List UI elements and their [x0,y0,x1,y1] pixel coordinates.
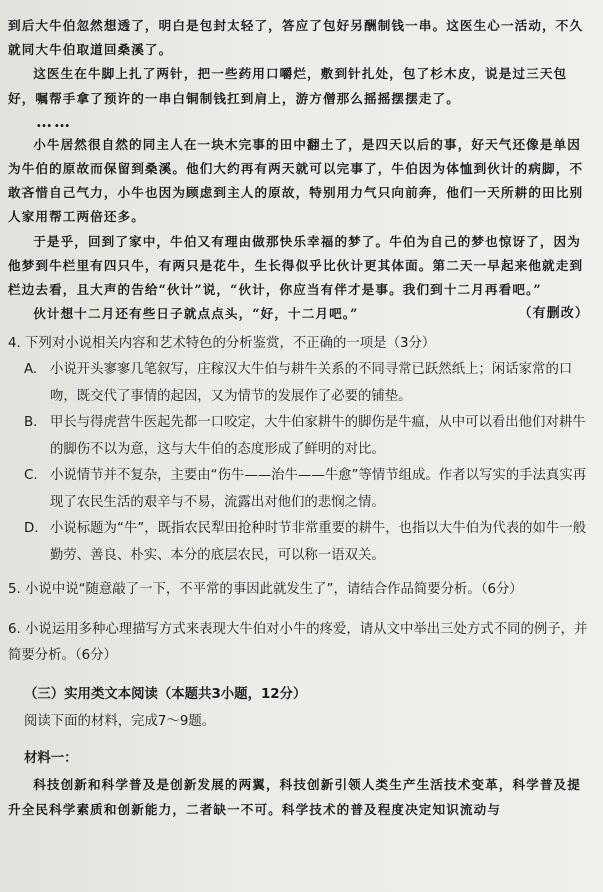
option-a-label: A. [24,362,38,378]
option-a-text: 小说开头寥寥几笔叙写，庄稼汉大牛伯与耕牛关系的不同寻常已跃然纸上；闲话家常的口吻，既交代了事情的起因，又为情节的发展作了必要的铺垫。 [50,362,573,404]
abridged-note: （有删改） [518,306,589,322]
option-b-text: 甲长与得虎营牛医起先都一口咬定，大牛伯家耕牛的脚伤是牛瘟，从中可以看出他们对耕牛的脚伤不以为意，这与大牛伯的态度形成了鲜明的对比。 [50,415,586,457]
ellipsis: …… [36,111,72,131]
question-4-option-a [24,357,589,410]
story-paragraph-3: 小牛居然很自然的同主人在一块木完事的田中翻土了，是四天以后的事，好天气还像是单因为牛伯的原故而保留到桑溪。他们大约再有两天就可以完事了，牛伯因为体恤到伙计的病脚，不敢吝惜自己气力，小牛也因为顾虑到主人的原故，特别用力气只向前奔，他们一天所耕的田比别人家用帮工两倍还多。 [8,136,584,225]
question-4-option-b [24,410,589,463]
material-1-label: 材料一： [24,751,78,767]
material-1-text: 科技创新和科学普及是创新发展的两翼，科技创新引领人类生产生活技术变革，科学普及提升全民科学素质和创新能力，二者缺一不可。科学技术的普及程度决定知识流动与 [8,777,581,817]
question-5: 5. 小说中说“随意敲了一下，不平常的事因此就发生了”，请结合作品简要分析。（6分） [8,582,523,598]
section-3-title: （三）实用类文本阅读（本题共3小题，12分） [24,687,307,703]
option-d-text: 小说标题为“牛”，既指农民犁田抢种时节非常重要的耕牛，也指以大牛伯为代表的如牛一般勤劳、善良、朴实、本分的底层农民，可以称一语双关。 [50,521,587,563]
question-4-stem: 4. 下列对小说相关内容和艺术特色的分析鉴赏，不正确的一项是（3分） [8,336,436,352]
section-3-instruction: 阅读下面的材料，完成7～9题。 [24,714,216,730]
story-paragraph-1: 到后大牛伯忽然想透了，明白是包封太轻了，答应了包好另酬制钱一串。这医生心一活动，不久就同大牛伯取道回桑溪了。 [8,18,584,58]
question-4-option-d [24,516,589,569]
option-c-label: C. [24,468,38,484]
question-6: 6. 小说运用多种心理描写方式来表现大牛伯对小牛的疼爱，请从文中举出三处方式不同的例子，并简要分析。（6分） [8,622,588,664]
story-paragraph-2: 这医生在牛脚上扎了两针，把一些药用口嚼烂，敷到针扎处，包了杉木皮，说是过三天包好，嘱帮手拿了预许的一串白铜制钱扛到肩上，游方僧那么摇摇摆摆走了。 [8,66,568,106]
option-c-text: 小说情节并不复杂，主要由“伤牛——治牛——牛愈”等情节组成。作者以写实的手法真实再现了农民生活的艰辛与不易，流露出对他们的悲悯之情。 [50,468,587,510]
story-paragraph-5-text: 伙计想十二月还有些日子就点点头，“好，十二月吧。” [33,306,359,322]
story-paragraph-4: 于是乎，回到了家中，牛伯又有理由做那快乐幸福的梦了。牛伯为自己的梦也惊讶了，因为他梦到牛栏里有四只牛，有两只是花牛，生长得似乎比伙计更其体面。第二天一早起来他就走到栏边去看，且大声的告给“伙计”说，“伙计，你应当有伴才是事。我们到十二月再看吧。” [8,233,584,298]
story-paragraph-5 [8,302,589,326]
option-b-label: B. [24,415,38,431]
question-4-option-c [24,463,589,516]
option-d-label: D. [24,521,39,537]
